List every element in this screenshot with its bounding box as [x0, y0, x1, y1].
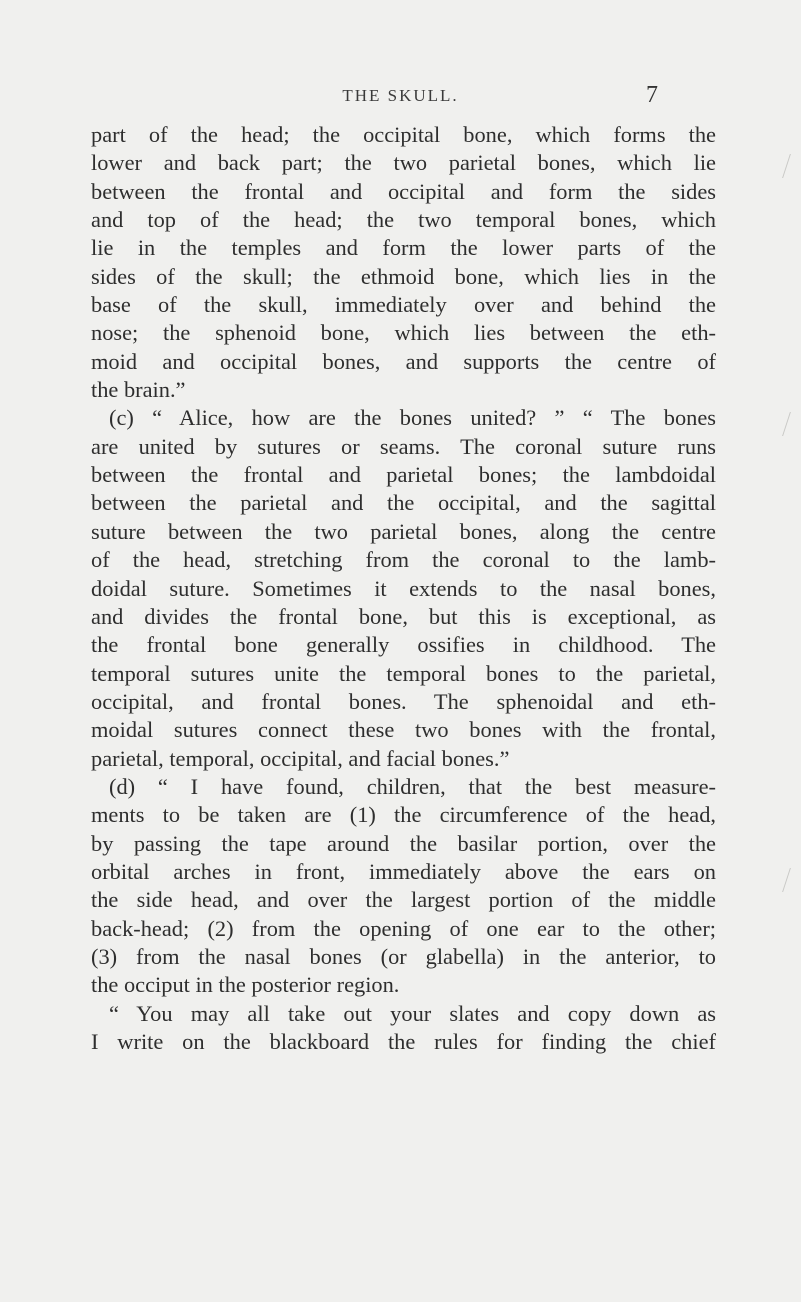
text-line: part of the head; the occipital bone, which forms the: [91, 122, 716, 147]
text-line: by passing the tape around the basilar portion, over the: [91, 830, 716, 856]
text-line: the side head, and over the largest portion of the middle: [91, 887, 716, 913]
text-line: between the parietal and the occipital, and the sagittal: [91, 490, 716, 516]
text-line: doidal suture. Sometimes it extends to the nasal bones,: [91, 575, 716, 601]
text-line: and divides the frontal bone, but this is exceptional, as: [91, 603, 716, 629]
body-text: [91, 121, 716, 1056]
text-line: lower and back part; the two parietal bones, which lie: [91, 150, 716, 176]
text-line: (d) “ I have found, children, that the best measure-: [109, 773, 716, 799]
margin-mark: [782, 154, 797, 178]
text-line: and top of the head; the two temporal bones, which: [91, 207, 716, 233]
text-line: temporal sutures unite the temporal bones to the parietal,: [91, 660, 716, 686]
text-line: moid and occipital bones, and supports the centre of: [91, 348, 716, 374]
text-line: back-head; (2) from the opening of one ear to the other;: [91, 915, 716, 941]
text-line: of the head, stretching from the coronal to the lamb-: [91, 547, 716, 573]
text-line: parietal, temporal, occipital, and facial bones.”: [91, 745, 510, 771]
text-line: “ You may all take out your slates and copy down as: [109, 1000, 716, 1026]
text-line: between the frontal and occipital and form the sides: [91, 178, 716, 204]
text-line: base of the skull, immediately over and behind the: [91, 292, 716, 318]
text-line: the frontal bone generally ossifies in childhood. The: [91, 632, 716, 658]
text-line: (c) “ Alice, how are the bones united? ” “ The bones: [109, 405, 716, 431]
margin-mark: [782, 868, 797, 892]
text-line: moidal sutures connect these two bones with the frontal,: [91, 717, 716, 743]
text-line: the occiput in the posterior region.: [91, 972, 400, 998]
text-line: occipital, and frontal bones. The sphenoidal and eth-: [91, 688, 716, 714]
text-line: nose; the sphenoid bone, which lies between the eth-: [91, 320, 716, 346]
text-line: (3) from the nasal bones (or glabella) in the anterior, to: [91, 943, 716, 969]
text-line: orbital arches in front, immediately above the ears on: [91, 858, 716, 884]
text-line: are united by sutures or seams. The coronal suture runs: [91, 433, 716, 459]
text-line: I write on the blackboard the rules for finding the chief: [91, 1029, 716, 1054]
page-number: 7: [646, 82, 658, 108]
text-line: the brain.”: [91, 377, 186, 403]
margin-mark: [782, 412, 797, 436]
page-header: [0, 82, 801, 112]
text-line: ments to be taken are (1) the circumference of the head,: [91, 802, 716, 828]
text-line: sides of the skull; the ethmoid bone, which lies in the: [91, 263, 716, 289]
text-line: suture between the two parietal bones, along the centre: [91, 518, 716, 544]
running-title: THE SKULL.: [342, 86, 459, 105]
text-line: lie in the temples and form the lower parts of the: [91, 235, 716, 261]
text-line: between the frontal and parietal bones; the lambdoidal: [91, 462, 716, 488]
